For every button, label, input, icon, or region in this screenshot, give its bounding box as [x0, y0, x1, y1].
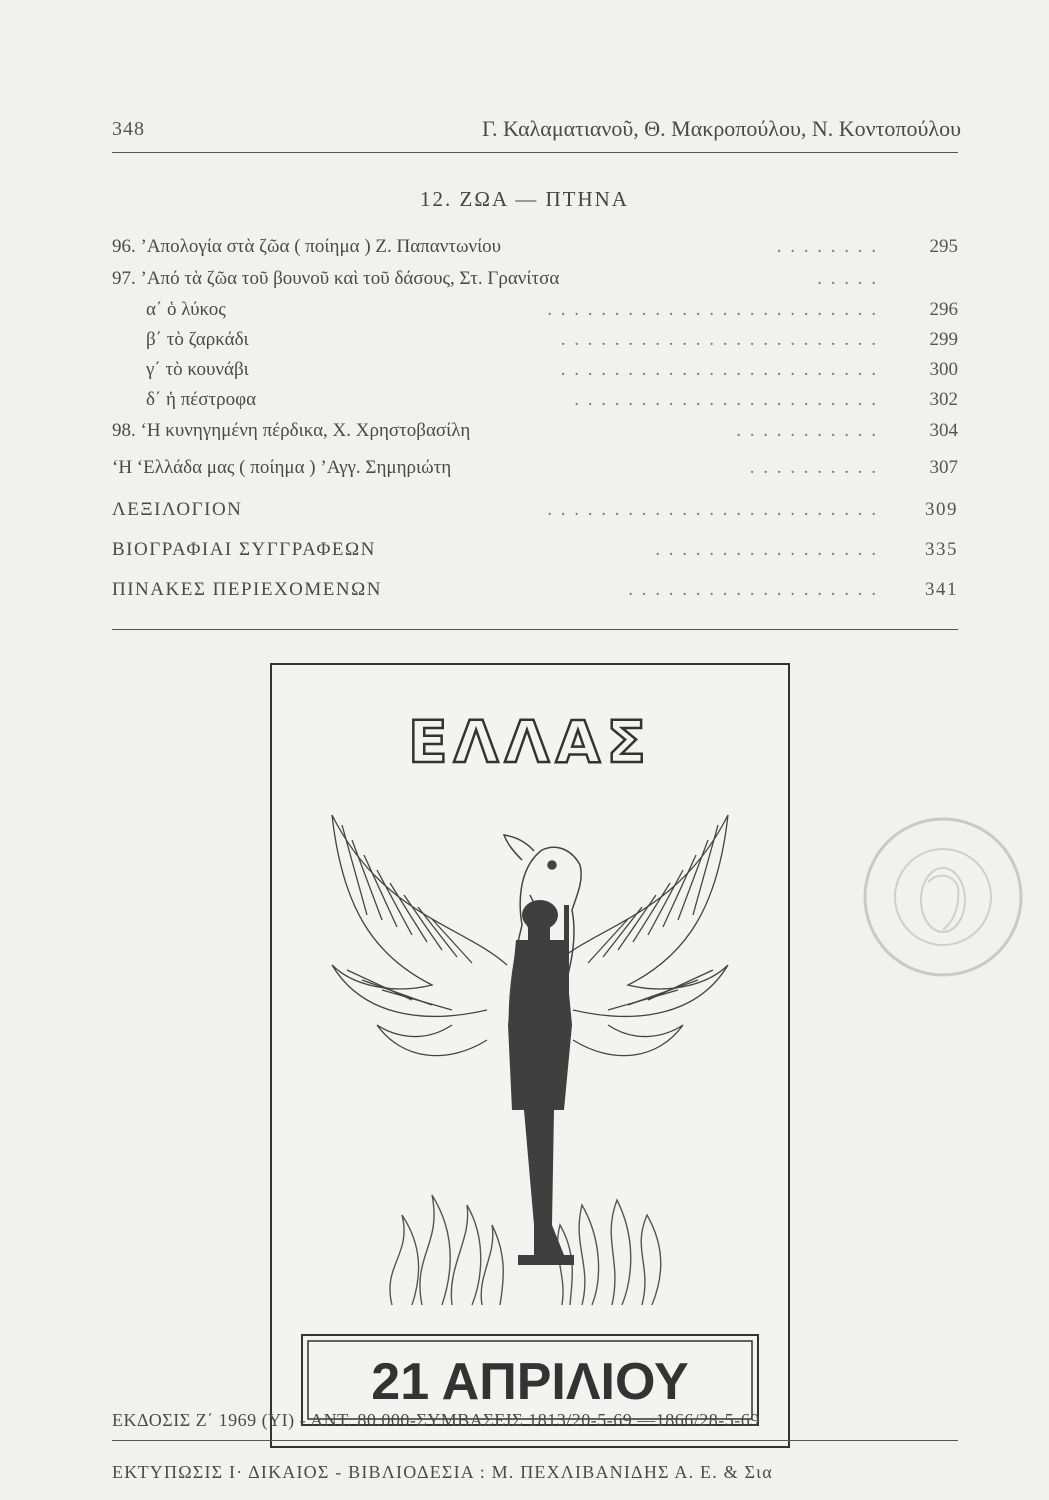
toc-leader-dots: . . . . . . . . . . . . . . . . . . . — [628, 579, 878, 600]
toc-entry-text: γ΄ τὸ κουνάβι — [146, 359, 249, 380]
library-stamp-seal-icon — [858, 812, 1028, 982]
poster-date-label: 21 ΑΠΡΙΛΙΟΥ — [371, 1353, 689, 1411]
toc-entry-text: ΛΕΞΙΛΟΓΙΟΝ — [112, 499, 243, 520]
toc-entry-text: ‘Η ‘Ελλάδα μας ( ποίημα ) ’Αγγ. Σημηριώτη — [112, 457, 452, 478]
running-head-authors: Γ. Καλαματιανοῦ, Θ. Μακροπούλου, Ν. Κοντοπούλου — [481, 116, 961, 141]
left-wing-icon — [332, 815, 507, 1056]
toc-page-number: 295 — [929, 236, 958, 257]
toc-entry-96 — [112, 236, 958, 266]
poster-frame — [270, 663, 790, 1448]
toc-page-number: 304 — [929, 420, 958, 441]
toc-page-number: 296 — [929, 299, 958, 320]
toc-page-number: 300 — [929, 359, 958, 380]
toc-entry-text: 98. ‘Η κυνηγημένη πέρδικα, Χ. Χρηστοβασίλη — [112, 420, 471, 441]
toc-entry-text: β΄ τὸ ζαρκάδι — [146, 329, 249, 350]
edition-info: ΕΚΔΟΣΙΣ Ζ΄ 1969 (ΥΙ) - ΑΝΤ. 80.000-ΣΥΜΒΑΣΕΙΣ 1813/20-5-69 —1866/28-5-69 — [112, 1410, 760, 1430]
toc-leader-dots: . . . . . . . . . . — [749, 457, 878, 478]
library-stamp — [858, 812, 1028, 987]
toc-entry-poem — [112, 457, 958, 487]
toc-entry-text: ΠΙΝΑΚΕΣ ΠΕΡΙΕΧΟΜΕΝΩΝ — [112, 579, 382, 600]
toc-subentry-d — [146, 389, 958, 419]
toc-entry-glossary — [112, 499, 958, 529]
toc-entry-contents — [112, 579, 958, 609]
toc-subentry-a — [146, 299, 958, 329]
toc-entry-text: α΄ ὁ λύκος — [146, 299, 226, 320]
toc-page-number: 335 — [925, 539, 958, 560]
toc-entry-text: ΒΙΟΓΡΑΦΙΑΙ ΣΥΓΓΡΑΦΕΩΝ — [112, 539, 376, 560]
toc-leader-dots: . . . . . . . . . . . . . . . . . . . . . . . — [574, 389, 878, 410]
toc-page-number: 307 — [929, 457, 958, 478]
toc-page-number: 309 — [925, 499, 958, 520]
toc-entry-text: δ΄ ἡ πέστροφα — [146, 389, 257, 410]
toc-leader-dots: . . . . . . . . . . . — [736, 420, 878, 441]
toc-subentry-b — [146, 329, 958, 359]
footer-rule — [112, 1440, 958, 1441]
right-wing-icon — [553, 815, 728, 1056]
toc-leader-dots: . . . . . . . . . . . . . . . . . . . . . . . . . — [547, 499, 878, 520]
toc-leader-dots: . . . . . . . . . . . . . . . . . — [655, 539, 878, 560]
toc-page-number: 299 — [929, 329, 958, 350]
toc-leader-dots: . . . . . . . . . . . . . . . . . . . . . . . . . — [547, 299, 878, 320]
phoenix-with-soldier-icon — [272, 665, 788, 1446]
toc-leader-dots: . . . . . — [817, 268, 878, 289]
toc-leader-dots: . . . . . . . . — [776, 236, 878, 257]
toc-leader-dots: . . . . . . . . . . . . . . . . . . . . . . . . — [560, 359, 878, 380]
toc-leader-dots: . . . . . . . . . . . . . . . . . . . . . . . . — [560, 329, 878, 350]
printing-info: ΕΚΤΥΠΩΣΙΣ Ι· ΔΙΚΑΙΟΣ - ΒΙΒΛΙΟΔΕΣΙΑ : Μ. ΠΕΧΛΙΒΑΝΙΔΗΣ Α. Ε. & Σια — [112, 1462, 773, 1482]
toc-entry-biographies — [112, 539, 958, 569]
toc-entry-97 — [112, 268, 958, 298]
header-rule — [112, 152, 958, 153]
flames-icon — [390, 1195, 661, 1305]
section-title: 12. ΖΩΑ — ΠΤΗΝΑ — [420, 187, 629, 211]
toc-entry-98 — [112, 420, 958, 450]
contents-end-rule — [112, 629, 958, 630]
soldier-silhouette-icon — [508, 900, 574, 1265]
toc-subentry-c — [146, 359, 958, 389]
toc-page-number: 341 — [925, 579, 958, 600]
page-number: 348 — [112, 118, 145, 140]
poster-title: ΕΛΛΑΣ — [408, 708, 652, 776]
toc-entry-text: 96. ’Απολογία στὰ ζῶα ( ποίημα ) Ζ. Παπαντωνίου — [112, 236, 502, 257]
toc-entry-text: 97. ’Από τὰ ζῶα τοῦ βουνοῦ καὶ τοῦ δάσους, Στ. Γρανίτσα — [112, 268, 560, 289]
toc-page-number: 302 — [929, 389, 958, 410]
